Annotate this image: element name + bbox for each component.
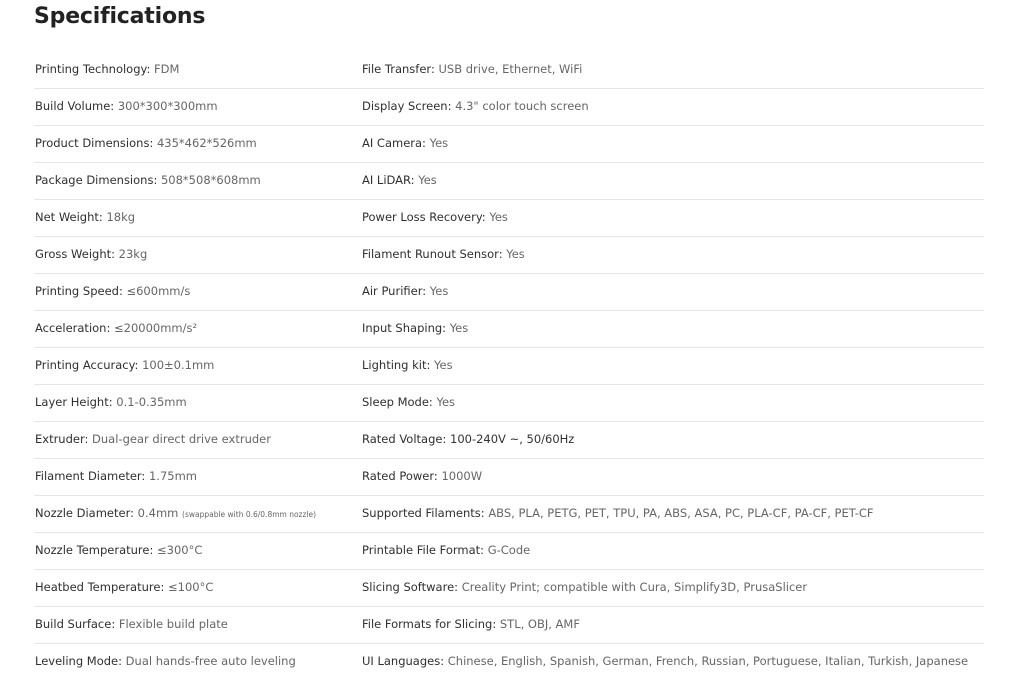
spec-row: [34, 533, 984, 570]
spec-acceleration: [34, 323, 362, 335]
spec-label: Net Weight:: [35, 210, 103, 225]
spec-value: 0.1-0.35mm: [116, 395, 187, 410]
spec-label: Printable File Format:: [362, 543, 485, 558]
spec-value: Dual hands-free auto leveling: [125, 654, 296, 669]
spec-build-volume: [34, 101, 362, 113]
spec-value: Yes: [489, 210, 508, 225]
spec-label: Acceleration:: [35, 321, 111, 336]
spec-extruder: [34, 434, 362, 446]
spec-heatbed-temperature: [34, 582, 362, 594]
spec-label: Printing Accuracy:: [35, 358, 139, 373]
spec-file-formats-for-slicing: [362, 619, 984, 631]
spec-row: [34, 311, 984, 348]
spec-layer-height: [34, 397, 362, 409]
spec-value: Yes: [429, 136, 449, 151]
spec-file-transfer: [362, 64, 984, 76]
spec-row: [34, 163, 984, 200]
spec-row: [34, 274, 984, 311]
spec-value: 435*462*526mm: [156, 136, 257, 151]
spec-build-surface: [34, 619, 362, 631]
spec-value: 4.3" color touch screen: [455, 99, 589, 114]
spec-label: Heatbed Temperature:: [35, 580, 165, 595]
spec-label: AI Camera:: [362, 136, 426, 151]
spec-label: UI Languages:: [362, 654, 445, 669]
spec-ai-camera: [362, 138, 984, 150]
spec-value: 300*300*300mm: [117, 99, 218, 114]
spec-rated-power: [362, 471, 984, 483]
spec-label: Filament Diameter:: [35, 469, 146, 484]
spec-value: 100-240V ~, 50/60Hz: [450, 432, 575, 447]
spec-label: Printing Speed:: [35, 284, 123, 299]
spec-value: 23kg: [118, 247, 148, 262]
spec-value: Chinese, English, Spanish, German, French, Russian, Portuguese, Italian, Turkish, Japanese: [447, 654, 969, 669]
spec-sleep-mode: [362, 397, 984, 409]
spec-value: 100±0.1mm: [142, 358, 215, 373]
spec-label: Filament Runout Sensor:: [362, 247, 503, 262]
spec-label: Air Purifier:: [362, 284, 427, 299]
spec-value: 1.75mm: [148, 469, 197, 484]
spec-value: Yes: [449, 321, 469, 336]
spec-label: Package Dimensions:: [35, 173, 158, 188]
spec-label: Leveling Mode:: [35, 654, 123, 669]
spec-label: Slicing Software:: [362, 580, 459, 595]
spec-row: [34, 52, 984, 89]
spec-label: Lighting kit:: [362, 358, 431, 373]
spec-value: 1000W: [441, 469, 483, 484]
spec-value: ≤100°C: [168, 580, 214, 595]
spec-label: Layer Height:: [35, 395, 113, 410]
spec-label: Input Shaping:: [362, 321, 447, 336]
spec-package-dimensions: [34, 175, 362, 187]
spec-printing-speed: [34, 286, 362, 298]
spec-value: Creality Print; compatible with Cura, Simplify3D, PrusaSlicer: [461, 580, 808, 595]
spec-row: [34, 385, 984, 422]
spec-label: Rated Voltage:: [362, 432, 447, 447]
spec-row: [34, 200, 984, 237]
page-title: Specifications: [34, 4, 206, 29]
spec-value: Yes: [436, 395, 456, 410]
specifications-table: [34, 52, 984, 680]
spec-label: Rated Power:: [362, 469, 438, 484]
spec-leveling-mode: [34, 656, 362, 668]
spec-label: Nozzle Diameter:: [35, 506, 134, 521]
spec-lighting-kit: [362, 360, 984, 372]
spec-printing-accuracy: [34, 360, 362, 372]
spec-power-loss-recovery: [362, 212, 984, 224]
spec-printable-file-format: [362, 545, 984, 557]
spec-nozzle-temperature: [34, 545, 362, 557]
spec-rated-voltage: [362, 434, 984, 446]
spec-row: [34, 126, 984, 163]
spec-row: [34, 496, 984, 533]
spec-label: Extruder:: [35, 432, 89, 447]
spec-row: [34, 459, 984, 496]
spec-value: 508*508*608mm: [160, 173, 261, 188]
spec-slicing-software: [362, 582, 984, 594]
spec-label: Display Screen:: [362, 99, 452, 114]
spec-value: STL, OBJ, AMF: [499, 617, 580, 632]
spec-net-weight: [34, 212, 362, 224]
spec-label: File Transfer:: [362, 62, 435, 77]
spec-product-dimensions: [34, 138, 362, 150]
spec-row: [34, 607, 984, 644]
spec-value: 0.4mm: [137, 506, 179, 521]
spec-value: ≤20000mm/s²: [114, 321, 198, 336]
spec-label: Sleep Mode:: [362, 395, 433, 410]
spec-row: [34, 570, 984, 607]
spec-filament-diameter: [34, 471, 362, 483]
spec-supported-filaments: [362, 508, 984, 520]
spec-row: [34, 237, 984, 274]
spec-value: Yes: [418, 173, 437, 188]
spec-value: ABS, PLA, PETG, PET, TPU, PA, ABS, ASA, PC, PLA-CF, PA-CF, PET-CF: [488, 506, 874, 521]
spec-label: Build Surface:: [35, 617, 116, 632]
spec-row: [34, 644, 984, 680]
spec-gross-weight: [34, 249, 362, 261]
spec-row: [34, 422, 984, 459]
spec-label: File Formats for Slicing:: [362, 617, 497, 632]
spec-value: ≤300°C: [157, 543, 203, 558]
spec-label: Power Loss Recovery:: [362, 210, 486, 225]
spec-label: Gross Weight:: [35, 247, 116, 262]
spec-note: (swappable with 0.6/0.8mm nozzle): [182, 510, 317, 520]
spec-value: Yes: [506, 247, 525, 262]
spec-value: Dual-gear direct drive extruder: [92, 432, 271, 447]
spec-ui-languages: [362, 656, 984, 668]
spec-value: Flexible build plate: [118, 617, 228, 632]
spec-ai-lidar: [362, 175, 984, 187]
spec-value: Yes: [434, 358, 453, 373]
spec-display-screen: [362, 101, 984, 113]
spec-row: [34, 348, 984, 385]
spec-value: 18kg: [106, 210, 136, 225]
spec-label: Build Volume:: [35, 99, 115, 114]
spec-value: FDM: [154, 62, 180, 77]
spec-value: G-Code: [487, 543, 531, 558]
spec-nozzle-diameter: [34, 508, 362, 520]
spec-value: USB drive, Ethernet, WiFi: [438, 62, 583, 77]
spec-label: Supported Filaments:: [362, 506, 485, 521]
spec-value: ≤600mm/s: [126, 284, 191, 299]
spec-row: [34, 89, 984, 126]
spec-label: Product Dimensions:: [35, 136, 154, 151]
spec-air-purifier: [362, 286, 984, 298]
spec-input-shaping: [362, 323, 984, 335]
spec-value: Yes: [429, 284, 449, 299]
spec-printing-technology: [34, 64, 362, 76]
spec-filament-runout-sensor: [362, 249, 984, 261]
spec-label: Nozzle Temperature:: [35, 543, 154, 558]
spec-label: Printing Technology:: [35, 62, 151, 77]
spec-label: AI LiDAR:: [362, 173, 415, 188]
